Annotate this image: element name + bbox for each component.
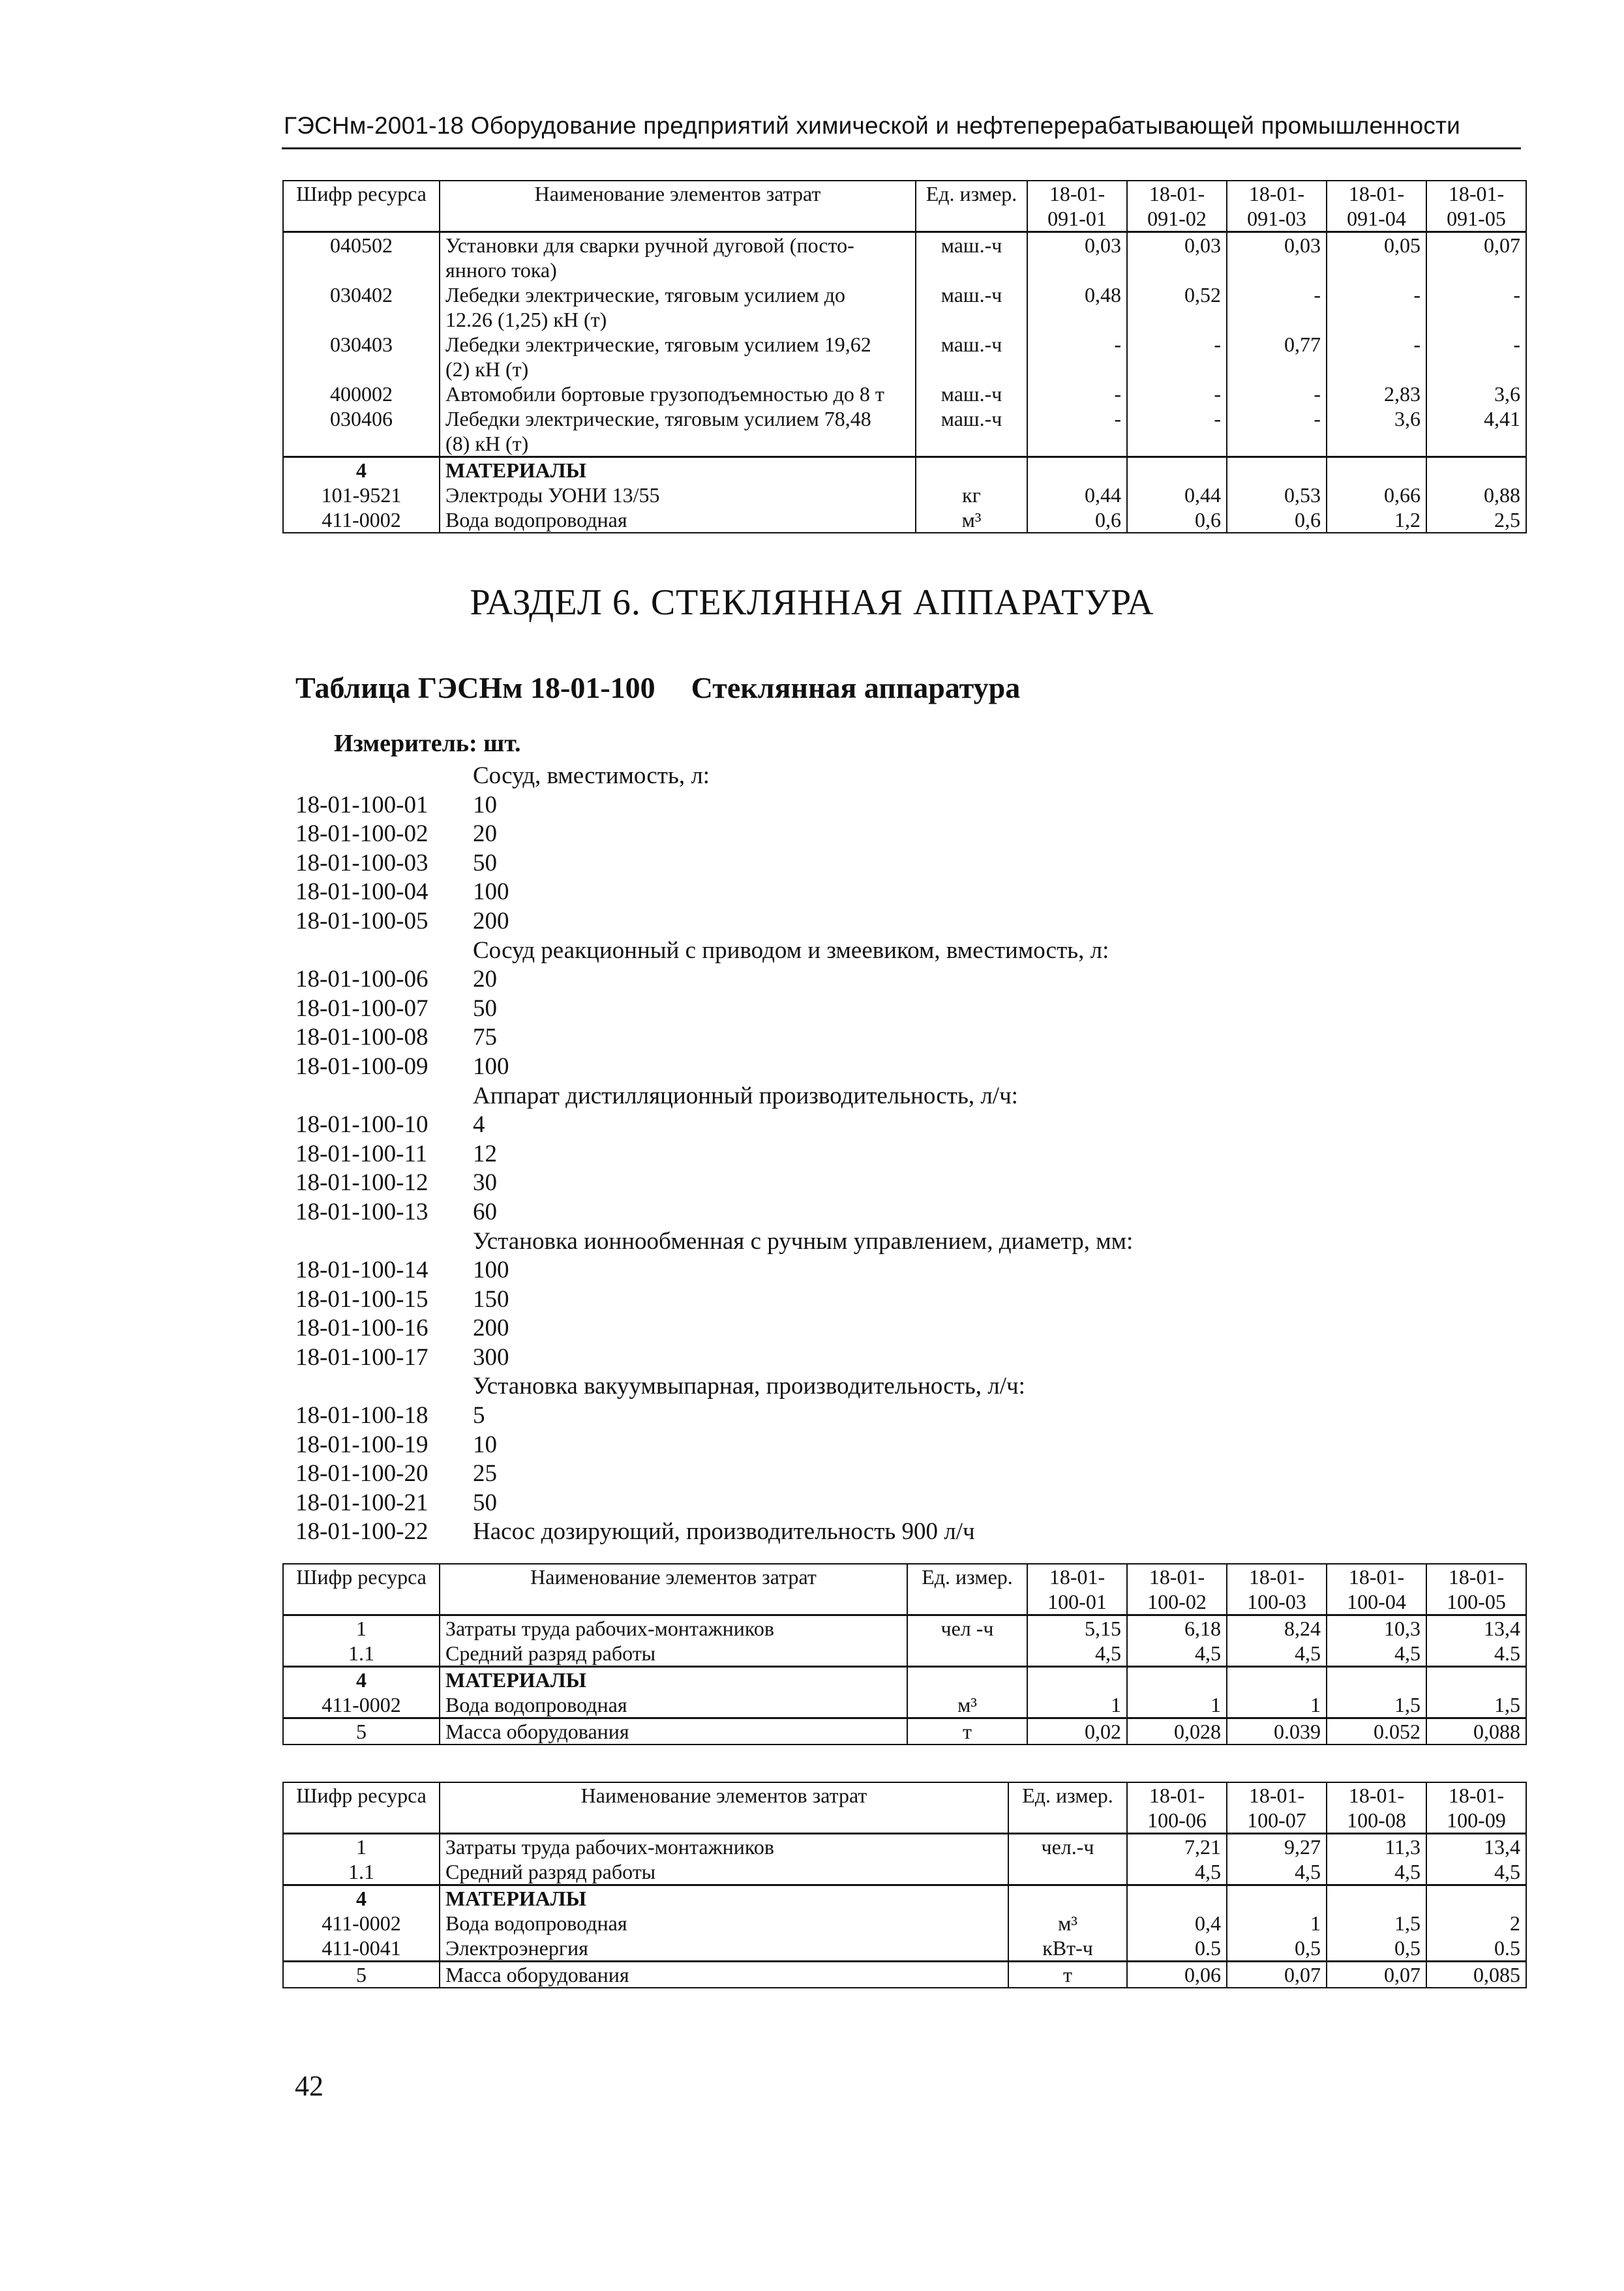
cost-element-name: Электроды УОНИ 13/55 bbox=[440, 483, 916, 507]
value-cell: 4,5 bbox=[1227, 1641, 1327, 1667]
list-item bbox=[295, 878, 1133, 907]
value-cell: 0,53 bbox=[1227, 483, 1327, 507]
cost-element-name: Лебедки электрические, тяговым усилием 78,48 (8) кН (т) bbox=[440, 406, 916, 457]
value-cell: 10,3 bbox=[1327, 1615, 1426, 1641]
value-cell: 0,6 bbox=[1027, 507, 1127, 533]
value-cell: 0,77 bbox=[1227, 332, 1327, 382]
header-rate-code: 18-01- 091-01 bbox=[1027, 181, 1127, 232]
value-cell: 4,5 bbox=[1127, 1641, 1227, 1667]
value-cell bbox=[1426, 457, 1526, 483]
resource-table-100-01-05 bbox=[282, 1563, 1527, 1745]
cost-element-name: Вода водопроводная bbox=[440, 1911, 1008, 1936]
value-cell: 0.052 bbox=[1327, 1718, 1426, 1745]
header-rate-code: 18-01- 100-03 bbox=[1227, 1564, 1327, 1615]
table-header-row bbox=[283, 1564, 1526, 1615]
item-code: 18-01-100-11 bbox=[295, 1140, 428, 1167]
cost-element-name: МАТЕРИАЛЫ bbox=[440, 1885, 1008, 1911]
item-description: 10 bbox=[473, 791, 497, 818]
header-rate-code: 18-01- 091-04 bbox=[1327, 181, 1426, 232]
value-cell: 4,5 bbox=[1127, 1859, 1227, 1885]
value-cell: 0,03 bbox=[1227, 232, 1327, 283]
table-row bbox=[283, 1641, 1526, 1667]
value-cell: - bbox=[1127, 382, 1227, 406]
item-code: 18-01-100-06 bbox=[295, 966, 429, 993]
item-description: 12 bbox=[473, 1140, 497, 1167]
value-cell: 0,44 bbox=[1027, 483, 1127, 507]
unit bbox=[907, 1667, 1027, 1693]
cost-element-name: Автомобили бортовые грузоподъемностью до 8 т bbox=[440, 382, 916, 406]
value-cell bbox=[1127, 457, 1227, 483]
header-rate-code: 18-01- 100-05 bbox=[1426, 1564, 1526, 1615]
value-cell: 0,02 bbox=[1027, 1718, 1127, 1745]
resource-code: 411-0002 bbox=[283, 1692, 440, 1718]
item-description: 50 bbox=[473, 995, 497, 1022]
table-row bbox=[283, 1911, 1526, 1936]
item-description: 100 bbox=[473, 1257, 509, 1284]
value-cell bbox=[1027, 457, 1127, 483]
header-rate-code: 18-01- 091-02 bbox=[1127, 181, 1227, 232]
item-code: 18-01-100-21 bbox=[295, 1489, 429, 1516]
resource-code: 040502 bbox=[283, 232, 440, 283]
item-description: Сосуд, вместимость, л: bbox=[473, 762, 710, 789]
value-cell: - bbox=[1227, 382, 1327, 406]
value-cell: - bbox=[1426, 332, 1526, 382]
list-item bbox=[295, 1140, 1133, 1169]
table-row bbox=[283, 1834, 1526, 1860]
table-row bbox=[283, 1962, 1526, 1988]
unit: чел -ч bbox=[907, 1615, 1027, 1641]
item-code: 18-01-100-14 bbox=[295, 1257, 429, 1284]
list-item bbox=[295, 1082, 1133, 1111]
list-item bbox=[295, 1431, 1133, 1460]
list-item bbox=[295, 1401, 1133, 1431]
value-cell: 0,48 bbox=[1027, 282, 1127, 332]
table-row bbox=[283, 1885, 1526, 1911]
list-item bbox=[295, 1227, 1133, 1257]
value-cell bbox=[1327, 457, 1426, 483]
cost-element-name: МАТЕРИАЛЫ bbox=[440, 1667, 907, 1693]
unit bbox=[907, 1641, 1027, 1667]
item-description: 200 bbox=[473, 1315, 509, 1342]
value-cell: 0,6 bbox=[1227, 507, 1327, 533]
header-name: Наименование элементов затрат bbox=[440, 1564, 907, 1615]
cost-element-name: Масса оборудования bbox=[440, 1718, 907, 1745]
value-cell: 2,5 bbox=[1426, 507, 1526, 533]
value-cell: - bbox=[1327, 332, 1426, 382]
table-title-code: Таблица ГЭСНм 18-01-100 bbox=[295, 671, 655, 704]
value-cell: 0,085 bbox=[1426, 1962, 1526, 1988]
table-header-row bbox=[283, 181, 1526, 232]
item-code: 18-01-100-10 bbox=[295, 1111, 429, 1139]
value-cell: 1 bbox=[1027, 1692, 1127, 1718]
item-list bbox=[295, 762, 1133, 1547]
value-cell: 0,52 bbox=[1127, 282, 1227, 332]
resource-code: 411-0002 bbox=[283, 1911, 440, 1936]
value-cell: 3,6 bbox=[1327, 406, 1426, 457]
list-item bbox=[295, 965, 1133, 995]
resource-table-091 bbox=[282, 180, 1527, 533]
value-cell: 4.5 bbox=[1426, 1641, 1526, 1667]
value-cell: 0.5 bbox=[1426, 1936, 1526, 1962]
resource-code: 030403 bbox=[283, 332, 440, 382]
value-cell bbox=[1327, 1667, 1426, 1693]
value-cell: - bbox=[1227, 282, 1327, 332]
header-unit: Ед. измер. bbox=[1008, 1782, 1127, 1834]
resource-code: 4 bbox=[283, 1667, 440, 1693]
unit: кВт-ч bbox=[1008, 1936, 1127, 1962]
value-cell: 4,41 bbox=[1426, 406, 1526, 457]
resource-code: 400002 bbox=[283, 382, 440, 406]
value-cell bbox=[1327, 1885, 1426, 1911]
item-description: Установка ионнообменная с ручным управлением, диаметр, мм: bbox=[473, 1227, 1134, 1255]
list-item bbox=[295, 936, 1133, 966]
unit: т bbox=[1008, 1962, 1127, 1988]
resource-code: 5 bbox=[283, 1962, 440, 1988]
item-description: 20 bbox=[473, 820, 497, 848]
table-row bbox=[283, 1667, 1526, 1693]
value-cell: - bbox=[1227, 406, 1327, 457]
table-title-name: Стеклянная аппаратура bbox=[691, 671, 1021, 704]
header-rate-code: 18-01- 100-07 bbox=[1227, 1782, 1327, 1834]
unit: маш.-ч bbox=[916, 382, 1027, 406]
unit bbox=[1008, 1885, 1127, 1911]
unit: м³ bbox=[1008, 1911, 1127, 1936]
item-code: 18-01-100-05 bbox=[295, 907, 429, 935]
value-cell bbox=[1227, 457, 1327, 483]
value-cell: 4,5 bbox=[1327, 1641, 1426, 1667]
value-cell: 1,5 bbox=[1426, 1692, 1526, 1718]
item-description: 30 bbox=[473, 1169, 497, 1197]
value-cell: 4,5 bbox=[1327, 1859, 1426, 1885]
header-code: Шифр ресурса bbox=[283, 1564, 440, 1615]
resource-code: 411-0041 bbox=[283, 1936, 440, 1962]
value-cell: 7,21 bbox=[1127, 1834, 1227, 1860]
unit: маш.-ч bbox=[916, 232, 1027, 283]
unit bbox=[1008, 1859, 1127, 1885]
item-code bbox=[295, 1082, 473, 1111]
value-cell: 4,5 bbox=[1027, 1641, 1127, 1667]
table-row bbox=[283, 282, 1526, 332]
cost-element-name: Лебедки электрические, тяговым усилием 19,62 (2) кН (т) bbox=[440, 332, 916, 382]
table-row bbox=[283, 382, 1526, 406]
item-code: 18-01-100-18 bbox=[295, 1402, 429, 1430]
list-item bbox=[295, 995, 1133, 1024]
cost-element-name: Масса оборудования bbox=[440, 1962, 1008, 1988]
table-row bbox=[283, 1615, 1526, 1641]
unit bbox=[916, 457, 1027, 483]
cost-element-name: Вода водопроводная bbox=[440, 507, 916, 533]
value-cell: - bbox=[1127, 406, 1227, 457]
item-code: 18-01-100-19 bbox=[295, 1431, 429, 1458]
item-code: 18-01-100-07 bbox=[295, 995, 429, 1022]
cost-element-name: Затраты труда рабочих-монтажников bbox=[440, 1834, 1008, 1860]
value-cell: 1 bbox=[1127, 1692, 1227, 1718]
value-cell: 4,5 bbox=[1426, 1859, 1526, 1885]
resource-code: 101-9521 bbox=[283, 483, 440, 507]
table-row bbox=[283, 232, 1526, 283]
item-code bbox=[295, 1227, 473, 1257]
item-code: 18-01-100-04 bbox=[295, 878, 429, 906]
resource-code: 1 bbox=[283, 1615, 440, 1641]
header-rate-code: 18-01- 100-08 bbox=[1327, 1782, 1426, 1834]
value-cell: - bbox=[1027, 406, 1127, 457]
header-unit: Ед. измер. bbox=[916, 181, 1027, 232]
value-cell: 0,5 bbox=[1227, 1936, 1327, 1962]
value-cell: 0,6 bbox=[1127, 507, 1227, 533]
section-title: РАЗДЕЛ 6. СТЕКЛЯННАЯ АППАРАТУРА bbox=[470, 582, 1154, 623]
item-description: 10 bbox=[473, 1431, 497, 1458]
value-cell: 13,4 bbox=[1426, 1615, 1526, 1641]
header-name: Наименование элементов затрат bbox=[440, 181, 916, 232]
value-cell: 4,5 bbox=[1227, 1859, 1327, 1885]
value-cell: 11,3 bbox=[1327, 1834, 1426, 1860]
value-cell: 0,66 bbox=[1327, 483, 1426, 507]
item-description: Сосуд реакционный с приводом и змеевиком, вместимость, л: bbox=[473, 936, 1109, 964]
value-cell bbox=[1426, 1885, 1526, 1911]
value-cell: 0,06 bbox=[1127, 1962, 1227, 1988]
unit: чел.-ч bbox=[1008, 1834, 1127, 1860]
item-code: 18-01-100-13 bbox=[295, 1198, 429, 1225]
page-number: 42 bbox=[295, 2070, 323, 2102]
unit: маш.-ч bbox=[916, 332, 1027, 382]
item-description: Аппарат дистилляционный производительность, л/ч: bbox=[473, 1082, 1018, 1109]
table-row bbox=[283, 1859, 1526, 1885]
value-cell: 0,05 bbox=[1327, 232, 1426, 283]
value-cell: 0.5 bbox=[1127, 1936, 1227, 1962]
header-rate-code: 18-01- 091-03 bbox=[1227, 181, 1327, 232]
value-cell: 0,4 bbox=[1127, 1911, 1227, 1936]
item-code bbox=[295, 936, 473, 966]
item-code: 18-01-100-16 bbox=[295, 1315, 429, 1342]
value-cell: - bbox=[1027, 332, 1127, 382]
resource-code: 1 bbox=[283, 1834, 440, 1860]
item-description: 60 bbox=[473, 1198, 497, 1225]
value-cell: 3,6 bbox=[1426, 382, 1526, 406]
table-row bbox=[283, 1718, 1526, 1745]
list-item bbox=[295, 849, 1133, 878]
measure-unit: Измеритель: шт. bbox=[334, 730, 521, 757]
header-rate-code: 18-01- 100-02 bbox=[1127, 1564, 1227, 1615]
unit: т bbox=[907, 1718, 1027, 1745]
value-cell: 0,03 bbox=[1027, 232, 1127, 283]
header-unit: Ед. измер. bbox=[907, 1564, 1027, 1615]
item-code: 18-01-100-09 bbox=[295, 1053, 429, 1080]
value-cell bbox=[1227, 1885, 1327, 1911]
value-cell: 0,88 bbox=[1426, 483, 1526, 507]
list-item bbox=[295, 1343, 1133, 1373]
running-header: ГЭСНм-2001-18 Оборудование предприятий химической и нефтеперерабатывающей промышленности bbox=[284, 112, 1461, 139]
value-cell: 0,088 bbox=[1426, 1718, 1526, 1745]
list-item bbox=[295, 1489, 1133, 1518]
header-rate-code: 18-01- 100-09 bbox=[1426, 1782, 1526, 1834]
value-cell: 5,15 bbox=[1027, 1615, 1127, 1641]
unit: кг bbox=[916, 483, 1027, 507]
value-cell: 0,028 bbox=[1127, 1718, 1227, 1745]
header-rate-code: 18-01- 100-04 bbox=[1327, 1564, 1426, 1615]
list-item bbox=[295, 907, 1133, 936]
item-description: 100 bbox=[473, 1053, 509, 1080]
table-row bbox=[283, 332, 1526, 382]
table-header-row bbox=[283, 1782, 1526, 1834]
value-cell bbox=[1127, 1885, 1227, 1911]
list-item bbox=[295, 1111, 1133, 1140]
item-description: 100 bbox=[473, 878, 509, 906]
item-description: 50 bbox=[473, 1489, 497, 1516]
cost-element-name: Установки для сварки ручной дуговой (посто- янного тока) bbox=[440, 232, 916, 283]
item-description: 50 bbox=[473, 849, 497, 876]
item-code: 18-01-100-03 bbox=[295, 849, 429, 876]
value-cell: 9,27 bbox=[1227, 1834, 1327, 1860]
item-description: 75 bbox=[473, 1024, 497, 1051]
value-cell: 1 bbox=[1227, 1911, 1327, 1936]
value-cell: 8,24 bbox=[1227, 1615, 1327, 1641]
resource-code: 030402 bbox=[283, 282, 440, 332]
cost-element-name: Средний разряд работы bbox=[440, 1859, 1008, 1885]
table-row bbox=[283, 406, 1526, 457]
value-cell: 0,5 bbox=[1327, 1936, 1426, 1962]
item-code bbox=[295, 1372, 473, 1401]
value-cell: 1,5 bbox=[1327, 1692, 1426, 1718]
value-cell: 1,5 bbox=[1327, 1911, 1426, 1936]
value-cell: 2,83 bbox=[1327, 382, 1426, 406]
unit: маш.-ч bbox=[916, 406, 1027, 457]
value-cell bbox=[1127, 1667, 1227, 1693]
table-row bbox=[283, 457, 1526, 483]
cost-element-name: Лебедки электрические, тяговым усилием до 12.26 (1,25) кН (т) bbox=[440, 282, 916, 332]
value-cell: 0.039 bbox=[1227, 1718, 1327, 1745]
item-description: 300 bbox=[473, 1343, 509, 1371]
value-cell: 6,18 bbox=[1127, 1615, 1227, 1641]
unit: м³ bbox=[907, 1692, 1027, 1718]
header-rate-code: 18-01- 100-01 bbox=[1027, 1564, 1127, 1615]
cost-element-name: Средний разряд работы bbox=[440, 1641, 907, 1667]
value-cell: 0,07 bbox=[1227, 1962, 1327, 1988]
table-row bbox=[283, 1692, 1526, 1718]
item-code: 18-01-100-08 bbox=[295, 1024, 429, 1051]
value-cell: 1,2 bbox=[1327, 507, 1426, 533]
list-item bbox=[295, 1256, 1133, 1285]
item-code: 18-01-100-01 bbox=[295, 791, 429, 818]
cost-element-name: Затраты труда рабочих-монтажников bbox=[440, 1615, 907, 1641]
cost-element-name: Электроэнергия bbox=[440, 1936, 1008, 1962]
resource-code: 1.1 bbox=[283, 1859, 440, 1885]
item-description: 25 bbox=[473, 1460, 497, 1488]
item-code: 18-01-100-22 bbox=[295, 1518, 429, 1546]
value-cell: 13,4 bbox=[1426, 1834, 1526, 1860]
item-description: 5 bbox=[473, 1402, 485, 1430]
resource-code: 411-0002 bbox=[283, 507, 440, 533]
item-description: 4 bbox=[473, 1111, 485, 1139]
item-code: 18-01-100-15 bbox=[295, 1285, 429, 1313]
resource-code: 5 bbox=[283, 1718, 440, 1745]
header-code: Шифр ресурса bbox=[283, 181, 440, 232]
list-item bbox=[295, 1053, 1133, 1082]
value-cell: - bbox=[1327, 282, 1426, 332]
value-cell: - bbox=[1127, 332, 1227, 382]
list-item bbox=[295, 1518, 1133, 1547]
value-cell: 0,07 bbox=[1426, 232, 1526, 283]
list-item bbox=[295, 791, 1133, 820]
item-code: 18-01-100-17 bbox=[295, 1343, 429, 1371]
list-item bbox=[295, 1198, 1133, 1227]
item-code: 18-01-100-20 bbox=[295, 1460, 429, 1488]
resource-code: 4 bbox=[283, 457, 440, 483]
list-item bbox=[295, 1314, 1133, 1343]
resource-code: 1.1 bbox=[283, 1641, 440, 1667]
value-cell: - bbox=[1027, 382, 1127, 406]
list-item bbox=[295, 1460, 1133, 1489]
item-description: Установка вакуумвыпарная, производительность, л/ч: bbox=[473, 1373, 1025, 1400]
item-code bbox=[295, 762, 473, 791]
resource-code: 4 bbox=[283, 1885, 440, 1911]
value-cell: - bbox=[1426, 282, 1526, 332]
cost-element-name: Вода водопроводная bbox=[440, 1692, 907, 1718]
header-rate-code: 18-01- 091-05 bbox=[1426, 181, 1526, 232]
item-description: 200 bbox=[473, 907, 509, 935]
value-cell: 0,44 bbox=[1127, 483, 1227, 507]
value-cell bbox=[1227, 1667, 1327, 1693]
item-description: 150 bbox=[473, 1285, 509, 1313]
value-cell bbox=[1426, 1667, 1526, 1693]
header-name: Наименование элементов затрат bbox=[440, 1782, 1008, 1834]
value-cell bbox=[1027, 1667, 1127, 1693]
header-code: Шифр ресурса bbox=[283, 1782, 440, 1834]
value-cell: 1 bbox=[1227, 1692, 1327, 1718]
header-rate-code: 18-01- 100-06 bbox=[1127, 1782, 1227, 1834]
unit: маш.-ч bbox=[916, 282, 1027, 332]
resource-code: 030406 bbox=[283, 406, 440, 457]
resource-table-100-06-09 bbox=[282, 1782, 1527, 1988]
item-description: Насос дозирующий, производительность 900 л/ч bbox=[473, 1518, 975, 1546]
list-item bbox=[295, 1169, 1133, 1198]
cost-element-name: МАТЕРИАЛЫ bbox=[440, 457, 916, 483]
value-cell: 2 bbox=[1426, 1911, 1526, 1936]
item-code: 18-01-100-02 bbox=[295, 820, 429, 848]
table-row bbox=[283, 483, 1526, 507]
list-item bbox=[295, 1023, 1133, 1053]
list-item bbox=[295, 1372, 1133, 1401]
table-title bbox=[295, 670, 1020, 705]
unit: м³ bbox=[916, 507, 1027, 533]
item-description: 20 bbox=[473, 966, 497, 993]
header-rule bbox=[282, 147, 1521, 149]
list-item bbox=[295, 820, 1133, 849]
item-code: 18-01-100-12 bbox=[295, 1169, 429, 1197]
value-cell: 0,07 bbox=[1327, 1962, 1426, 1988]
list-item bbox=[295, 762, 1133, 791]
value-cell: 0,03 bbox=[1127, 232, 1227, 283]
table-row bbox=[283, 1936, 1526, 1962]
table-row bbox=[283, 507, 1526, 533]
list-item bbox=[295, 1285, 1133, 1315]
